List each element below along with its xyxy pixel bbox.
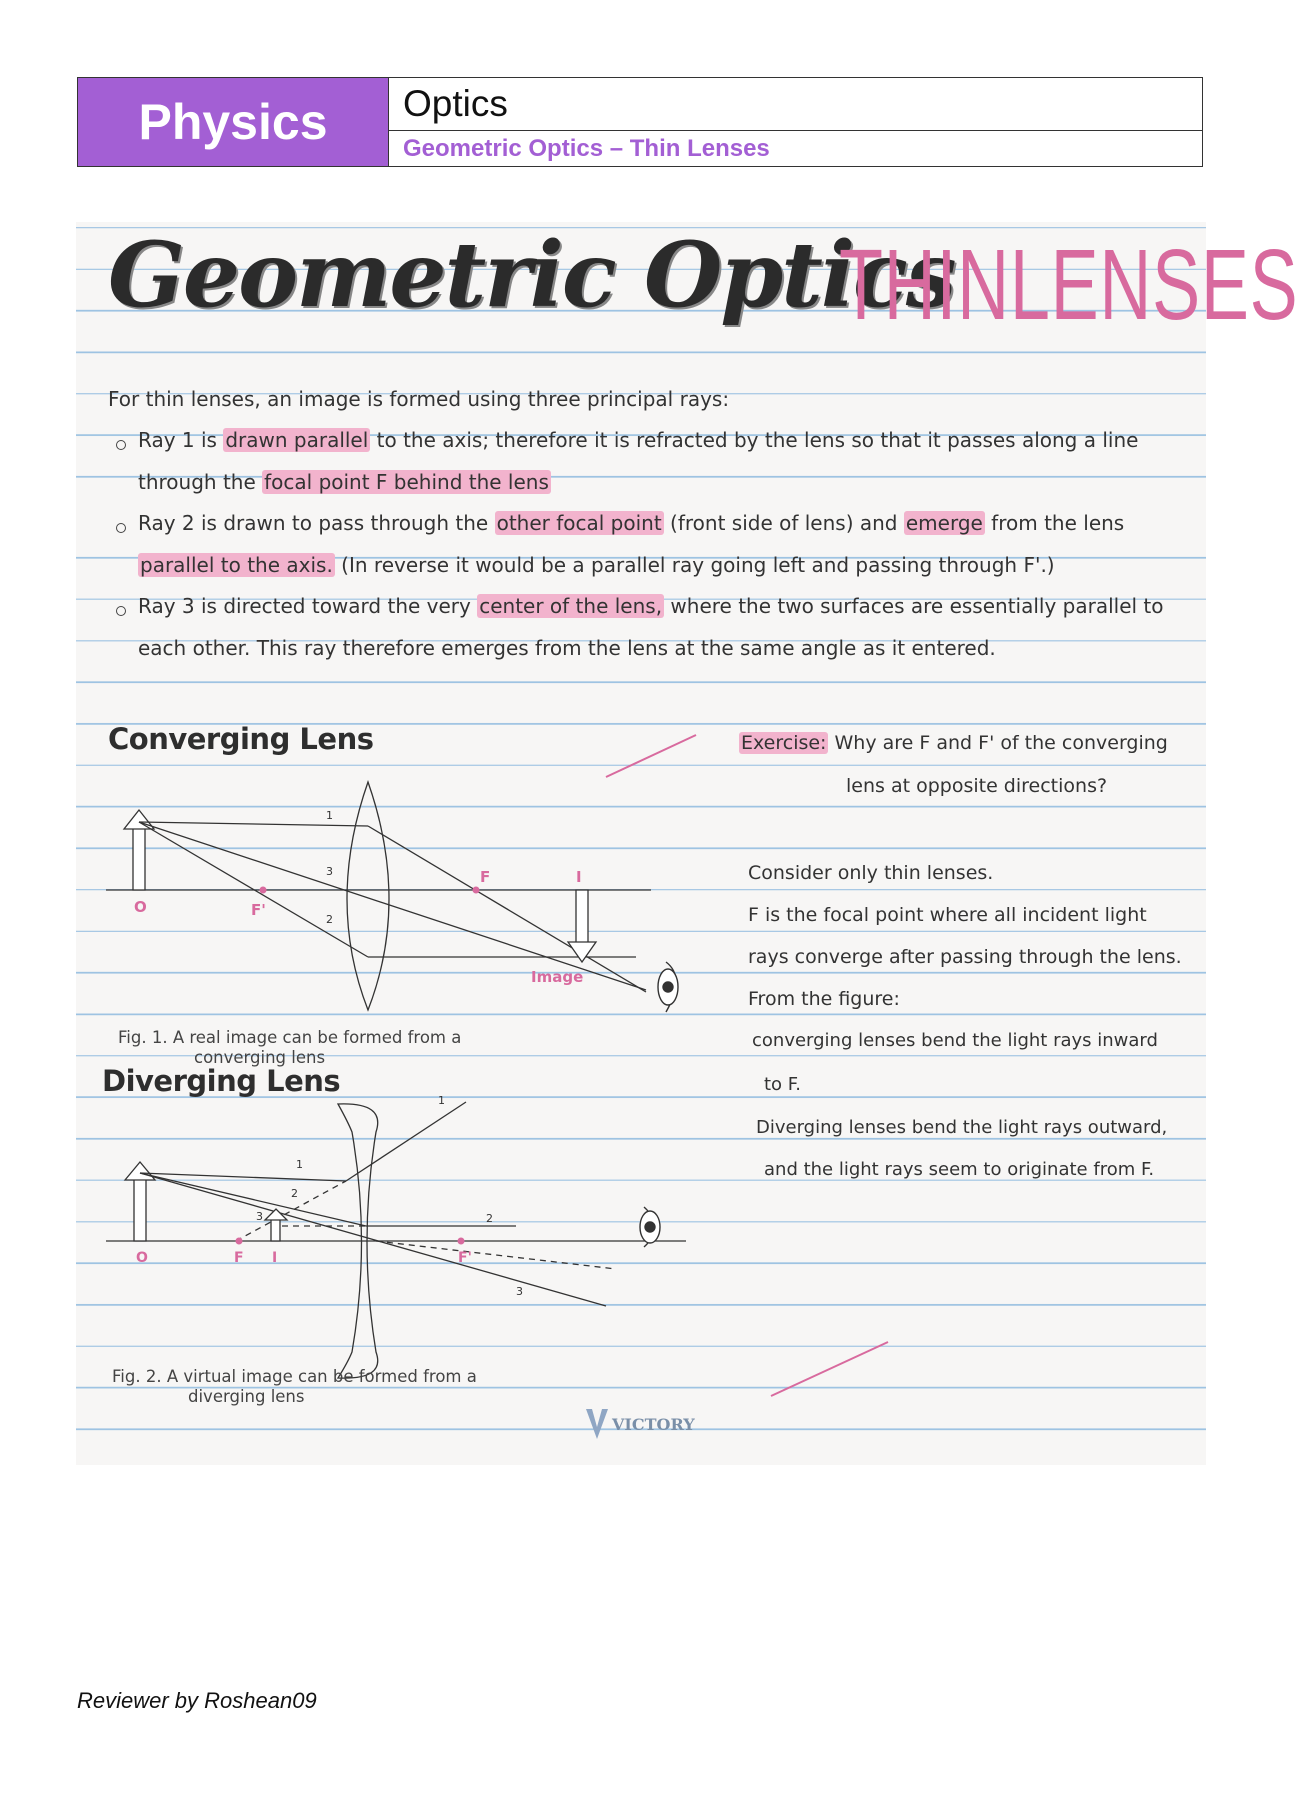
victory-watermark <box>584 1407 695 1441</box>
ray-label-1: 1 <box>326 809 333 822</box>
ray-1 <box>139 822 368 826</box>
fig2-caption-line1: Fig. 2. A virtual image can be formed from a <box>112 1367 477 1386</box>
header-right <box>389 78 1202 166</box>
title-script: Geometric Optics <box>108 222 955 328</box>
d-ray-label-2: 2 <box>486 1212 493 1225</box>
d-ray-1-refracted <box>346 1102 466 1181</box>
pink-slash-top <box>601 727 701 787</box>
diverging-lens-heading: Diverging Lens <box>102 1064 341 1098</box>
d-ray-label-3: 3 <box>516 1285 523 1298</box>
exercise-answer-7: Diverging lenses bend the light rays outward, <box>756 1117 1168 1138</box>
d-ray-3 <box>140 1173 606 1306</box>
watermark-text: VICTORY <box>612 1414 695 1434</box>
eye-icon-diverging <box>636 1197 696 1257</box>
exercise-answer-6: to F. <box>764 1074 801 1095</box>
ray2-line2: parallel to the axis. (In reverse it would be a parallel ray going left and passing through F'.) <box>140 553 1055 577</box>
d-object-label: O <box>136 1250 148 1266</box>
pink-slash-bottom <box>766 1334 896 1404</box>
fprime-label: F' <box>251 901 266 919</box>
d-virtual-ray-3 <box>376 1241 616 1269</box>
ray3-line1: Ray 3 is directed toward the very center of the lens, where the two surfaces are essentially parallel to <box>138 594 1164 618</box>
fig1-caption-line1: Fig. 1. A real image can be formed from a <box>118 1028 462 1047</box>
header-table <box>77 77 1203 167</box>
image-arrow-shaft <box>576 890 588 945</box>
subtopic-title: Geometric Optics – Thin Lenses <box>403 134 770 162</box>
ray1-line2: through the focal point F behind the lens <box>138 470 549 494</box>
exercise-answer-2: F is the focal point where all incident light <box>748 904 1147 926</box>
exercise-answer-1: Consider only thin lenses. <box>748 862 994 884</box>
footer-credit: Reviewer by Roshean09 <box>77 1688 317 1713</box>
object-arrow-shaft-diverging <box>134 1177 146 1241</box>
object-arrow-shaft <box>133 825 145 890</box>
image-label: Image <box>531 968 584 986</box>
virtual-image-shaft <box>271 1218 280 1241</box>
exercise-answer-4: From the figure: <box>748 988 900 1010</box>
ray3-line2: each other. This ray therefore emerges from the lens at the same angle as it entered. <box>138 636 996 660</box>
exercise-answer-5: converging lenses bend the light rays inward <box>752 1030 1158 1051</box>
exercise-question-line1: Exercise: Why are F and F' of the converging <box>741 732 1168 754</box>
notebook-page <box>76 222 1298 1465</box>
exercise-answer-3: rays converge after passing through the lens. <box>748 946 1182 968</box>
d-ray-label-1-out: 1 <box>438 1094 445 1107</box>
i-label: I <box>576 868 582 886</box>
convex-lens <box>347 782 389 1010</box>
victory-logo-icon <box>584 1407 610 1441</box>
d-focal-point-fprime <box>458 1238 465 1245</box>
exercise-answer-8: and the light rays seem to originate from F. <box>764 1159 1155 1180</box>
eye-icon-converging <box>658 962 678 1012</box>
ray-label-2: 2 <box>326 913 333 926</box>
ray2-line1: Ray 2 is drawn to pass through the other focal point (front side of lens) and emerge from the lens <box>138 511 1125 535</box>
fig2-caption-line2: diverging lens <box>188 1387 305 1406</box>
d-i-label: I <box>272 1250 278 1266</box>
ray-label-3: 3 <box>326 865 333 878</box>
d-fprime-label: F' <box>458 1250 472 1266</box>
focal-point-f <box>473 887 480 894</box>
ray-3 <box>139 822 646 990</box>
object-label: O <box>134 898 147 916</box>
ray1-line1: Ray 1 is drawn parallel to the axis; therefore it is refracted by the lens so that it passes along a line <box>138 428 1139 452</box>
d-ray-label-1: 1 <box>296 1158 303 1171</box>
f-label: F <box>480 868 491 886</box>
d-ray-label-3-left: 3 <box>256 1210 263 1223</box>
exercise-question-line2: lens at opposite directions? <box>846 775 1108 797</box>
ray-1-refracted <box>368 826 646 992</box>
d-f-label: F <box>234 1250 244 1266</box>
d-ray-label-2-left: 2 <box>291 1187 298 1200</box>
topic-title: Optics <box>389 78 1202 131</box>
converging-lens-heading: Converging Lens <box>108 722 374 756</box>
title-thin-lenses: THINLENSES <box>839 229 1298 341</box>
fig1-caption-line2: converging lens <box>194 1048 326 1067</box>
subject-title: Physics <box>78 78 389 166</box>
focal-point-fprime <box>260 887 267 894</box>
object-arrow-head-diverging <box>125 1162 155 1180</box>
d-focal-point-f <box>236 1238 243 1245</box>
intro-text: For thin lenses, an image is formed using three principal rays: <box>108 387 730 411</box>
converging-lens-diagram <box>76 222 696 1465</box>
